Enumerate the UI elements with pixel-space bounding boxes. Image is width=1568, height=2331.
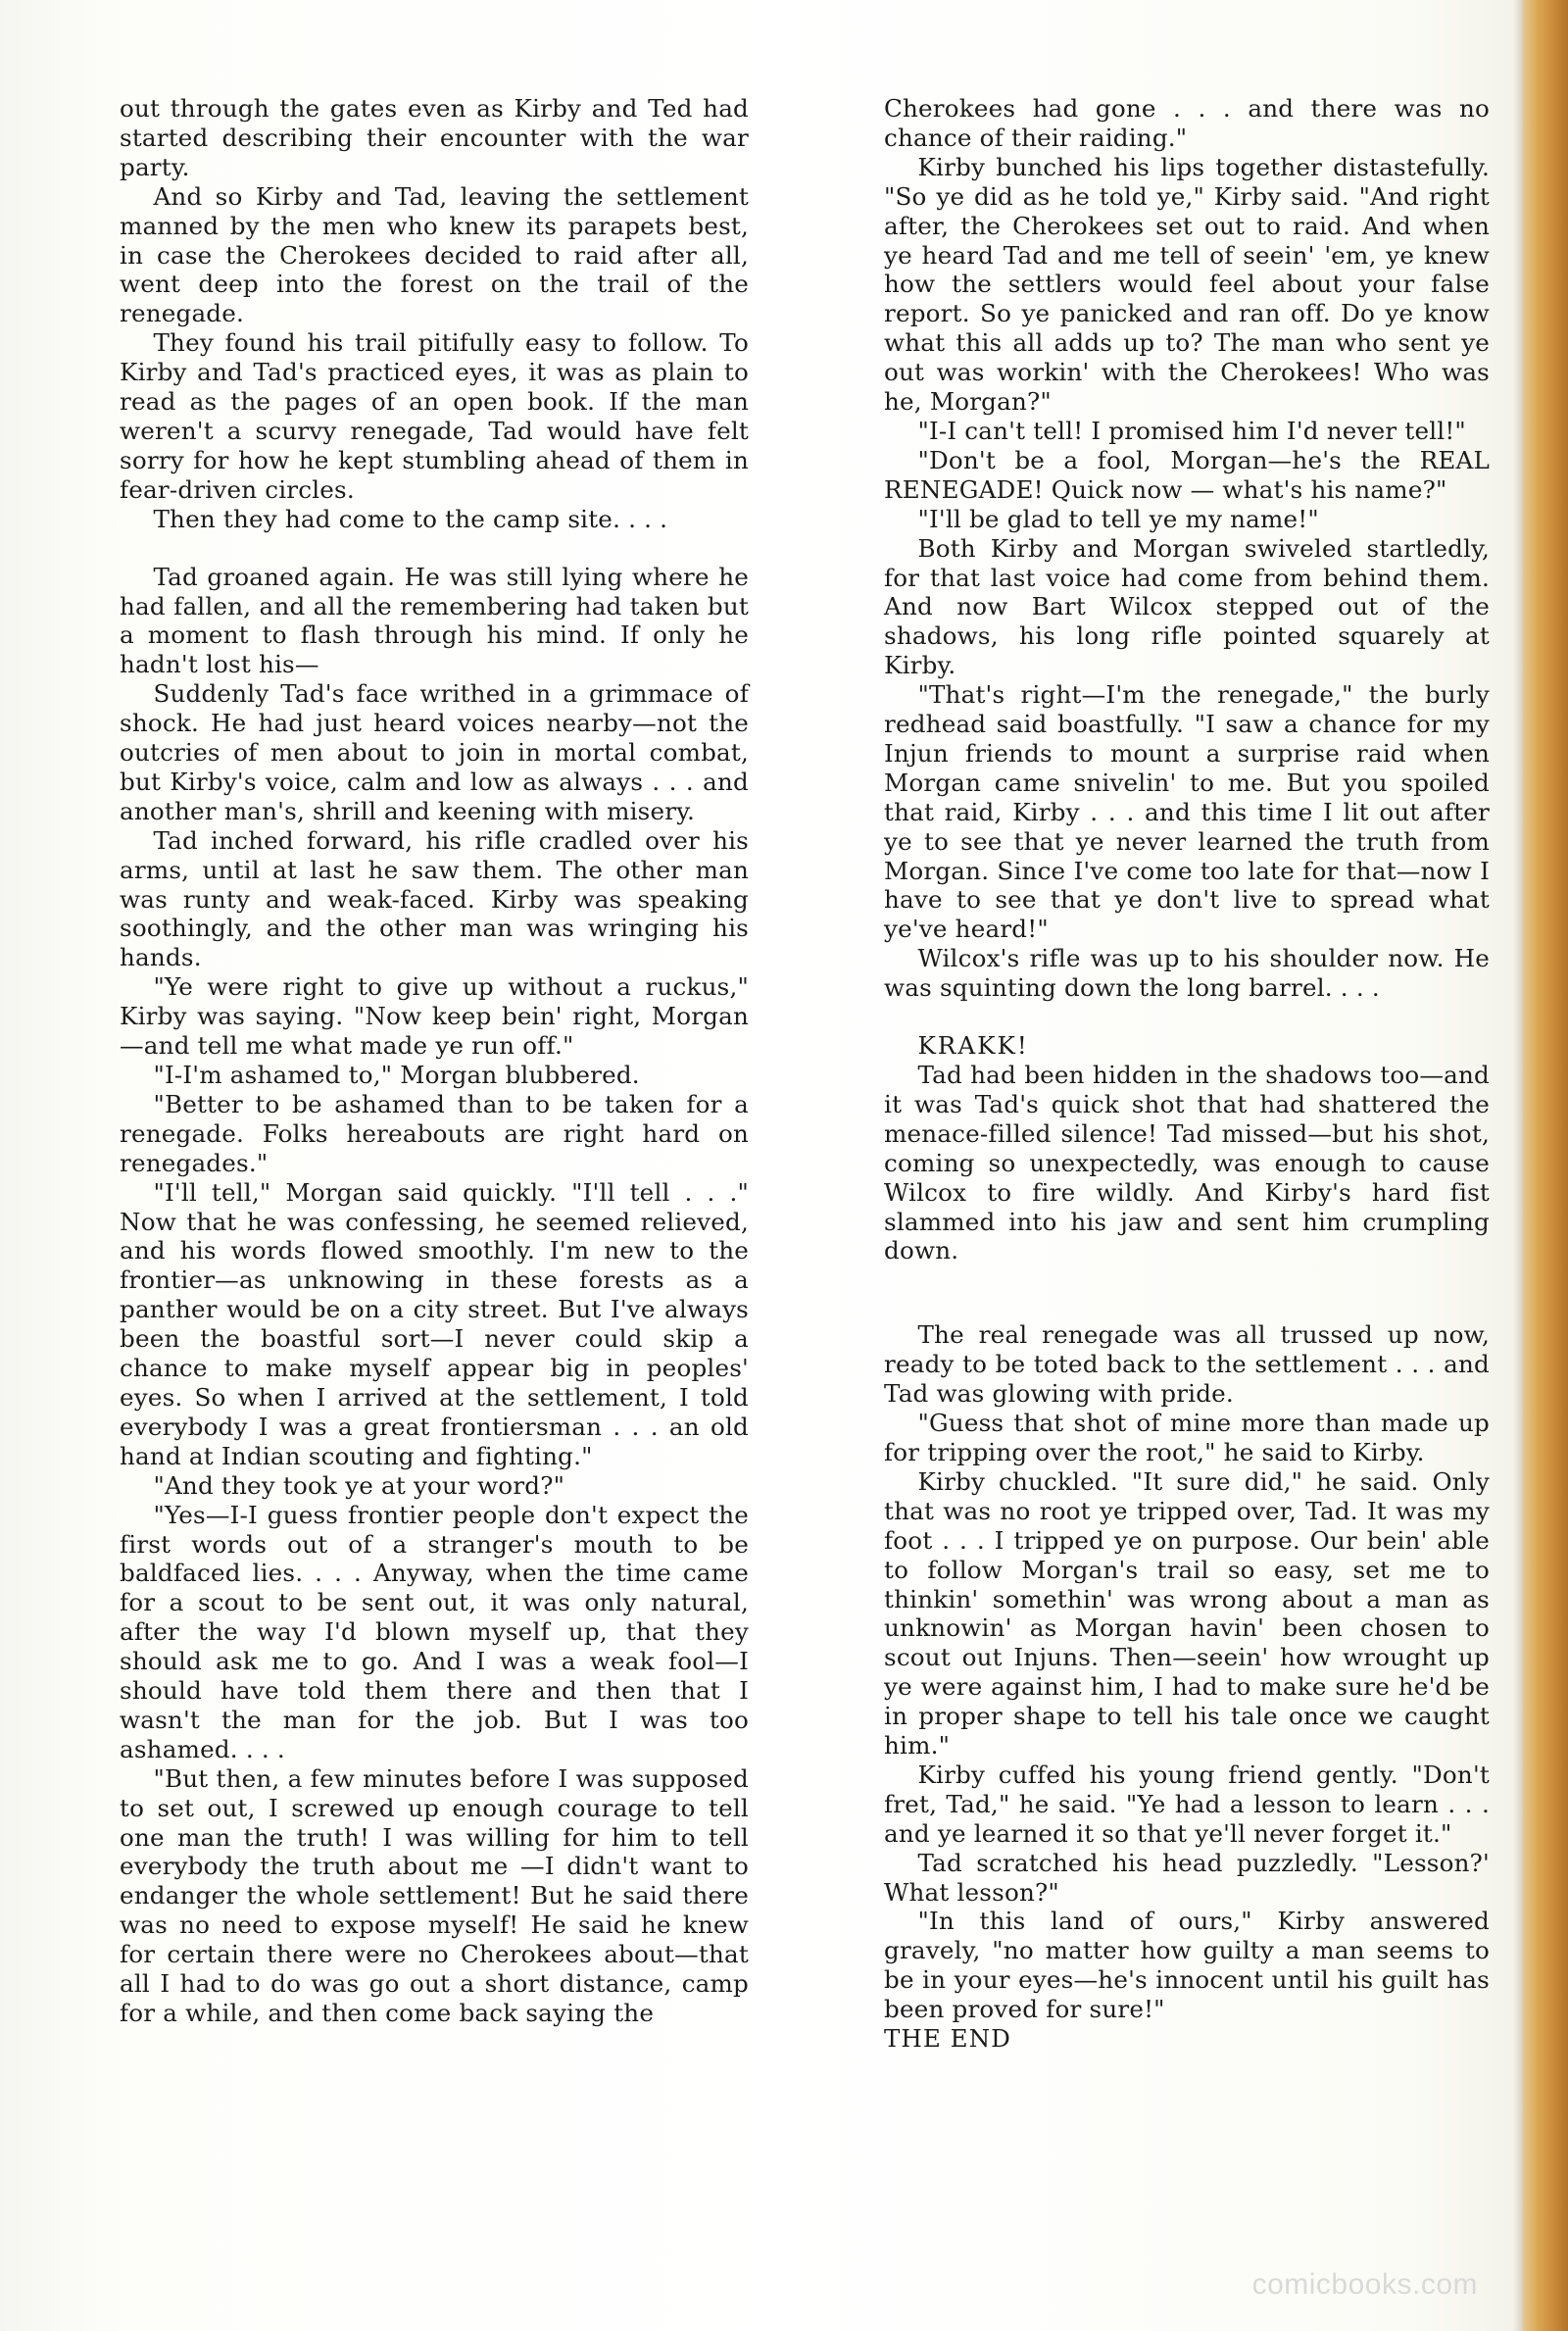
paragraph: "In this land of ours," Kirby answered gravely, "no matter how guilty a man seems to be in your eyes—he's innocent until his guilt has been proved for sure!" [884, 1907, 1490, 2024]
paragraph: "Guess that shot of mine more than made up for tripping over the root," he said to Kirby. [884, 1409, 1490, 1466]
paragraph: "That's right—I'm the renegade," the burly redhead said boastfully. "I saw a chance for my Injun friends to mount a surprise raid when Morgan came snivelin' to me. But you spoiled that raid, Kirby . . . and this time I lit out after ye to see that ye never learned the truth from Morgan. Since I've come too late for that—now I have to see that ye don't live to spread what ye've heard!" [884, 680, 1490, 944]
paragraph: And so Kirby and Tad, leaving the settlement manned by the men who knew its parapets best, in case the Cherokees decided to raid after all, went deep into the forest on the trail of the renegade. [120, 181, 749, 328]
paragraph: Tad inched forward, his rifle cradled over his arms, until at last he saw them. The other man was runty and weak-faced. Kirby was speaking soothingly, and the other man was wringing his hands. [120, 825, 749, 972]
paragraph: Tad had been hidden in the shadows too—and it was Tad's quick shot that had shattered the menace-filled silence! Tad missed—but his shot, coming so unexpectedly, was enough to cause Wilcox to fire wildly. And Kirby's hard fist slammed into his jaw and sent him crumpling down. [884, 1061, 1490, 1265]
paragraph: "And they took ye at your word?" [153, 1470, 565, 1500]
the-end-label: THE END [884, 2024, 1011, 2054]
paragraph: They found his trail pitifully easy to follow. To Kirby and Tad's practiced eyes, it was as plain to read as the pages of an open book. If the man weren't a scurvy renegade, Tad would have felt sorry for how he kept stumbling ahead of them in fear-driven circles. [120, 328, 749, 504]
page-edge [1523, 0, 1568, 2331]
paragraph: Cherokees had gone . . . and there was no chance of their raiding." [884, 94, 1490, 152]
paragraph: out through the gates even as Kirby and Ted had started describing their encounter with the war party. [120, 94, 749, 181]
paragraph: Then they had come to the camp site. . . . [153, 504, 668, 533]
paragraph: Suddenly Tad's face writhed in a grimmace of shock. He had just heard voices nearby—not the outcries of men about to join in mortal combat, but Kirby's voice, calm and low as always . . . and another man's, shrill and keening with misery. [120, 679, 749, 825]
paragraph: "But then, a few minutes before I was supposed to set out, I screwed up enough courage to tell one man the truth! I was willing for him to tell everybody the truth about me —I didn't want to endanger the whole settlement! But he said there was no need to expose myself! He said he knew for certain there were no Cherokees about—that all I had to do was go out a short distance, camp for a while, and then come back saying the [120, 1763, 749, 2027]
paragraph: "I'll tell," Morgan said quickly. "I'll tell . . ." Now that he was confessing, he seemed relieved, and his words flowed smoothly. I'm new to the frontier—as unknowing in these forests as a panther would be on a city street. But I've always been the boastful sort—I never could skip a chance to make myself appear big in peoples' eyes. So when I arrived at the settlement, I told everybody I was a great frontiersman . . . an old hand at Indian scouting and fighting." [120, 1177, 749, 1470]
left-text-column [120, 94, 749, 2028]
paragraph: Tad groaned again. He was still lying where he had fallen, and all the remembering had taken but a moment to flash through his mind. If only he hadn't lost his— [120, 562, 749, 679]
paragraph: Both Kirby and Morgan swiveled startledly, for that last voice had come from behind them. And now Bart Wilcox stepped out of the shadows, his long rifle pointed squarely at Kirby. [884, 533, 1490, 680]
paragraph: "I-I can't tell! I promised him I'd never tell!" [917, 416, 1466, 445]
paragraph: "I'll be glad to tell ye my name!" [917, 504, 1319, 533]
paragraph: Wilcox's rifle was up to his shoulder now. He was squinting down the long barrel. . . . [884, 944, 1490, 1003]
right-text-column [884, 94, 1490, 2054]
sound-effect: KRAKK! [917, 1031, 1029, 1061]
paragraph: "Yes—I-I guess frontier people don't expect the first words out of a stranger's mouth to be baldfaced lies. . . . Anyway, when the time came for a scout to be sent out, it was only natural, after the way I'd blown myself up, that they should ask me to go. And I was a weak fool—I should have told them there and then that I wasn't the man for the job. But I was too ashamed. . . . [120, 1500, 749, 1763]
paragraph: "I-I'm ashamed to," Morgan blubbered. [153, 1061, 640, 1089]
paragraph: Tad scratched his head puzzledly. "Lesson?' What lesson?" [884, 1848, 1490, 1907]
paragraph: "Ye were right to give up without a ruckus," Kirby was saying. "Now keep bein' right, Morgan—and tell me what made ye run off." [120, 972, 749, 1061]
site-watermark: comicbooks.com [1251, 2268, 1478, 2301]
paragraph: Kirby chuckled. "It sure did," he said. Only that was no root ye tripped over, Tad. It was my foot . . . I tripped ye on purpose. Our bein' able to follow Morgan's trail so easy, set me to thinkin' somethin' was wrong about a man as unknowin' as Morgan havin' been chosen to scout out Injuns. Then—seein' how wrought up ye were against him, I had to make sure he'd be in proper shape to tell his tale once we caught him." [884, 1466, 1490, 1761]
paragraph: Kirby cuffed his young friend gently. "Don't fret, Tad," he said. "Ye had a lesson to learn . . . and ye learned it so that ye'll never forget it." [884, 1760, 1490, 1848]
paragraph: Kirby bunched his lips together distastefully. "So ye did as he told ye," Kirby said. "And right after, the Cherokees set out to raid. And when ye heard Tad and me tell of seein' 'em, ye knew how the settlers would feel about your false report. So ye panicked and ran off. Do ye know what this all adds up to? The man who sent ye out was workin' with the Cherokees! Who was he, Morgan?" [884, 152, 1490, 417]
paragraph: The real renegade was all trussed up now, ready to be toted back to the settlement . . . and Tad was glowing with pride. [884, 1320, 1490, 1409]
paragraph: "Don't be a fool, Morgan—he's the REAL RENEGADE! Quick now — what's his name?" [884, 445, 1490, 504]
paragraph: "Better to be ashamed than to be taken for a renegade. Folks hereabouts are right hard on renegades." [120, 1089, 749, 1177]
binding-shadow [1513, 0, 1523, 2331]
